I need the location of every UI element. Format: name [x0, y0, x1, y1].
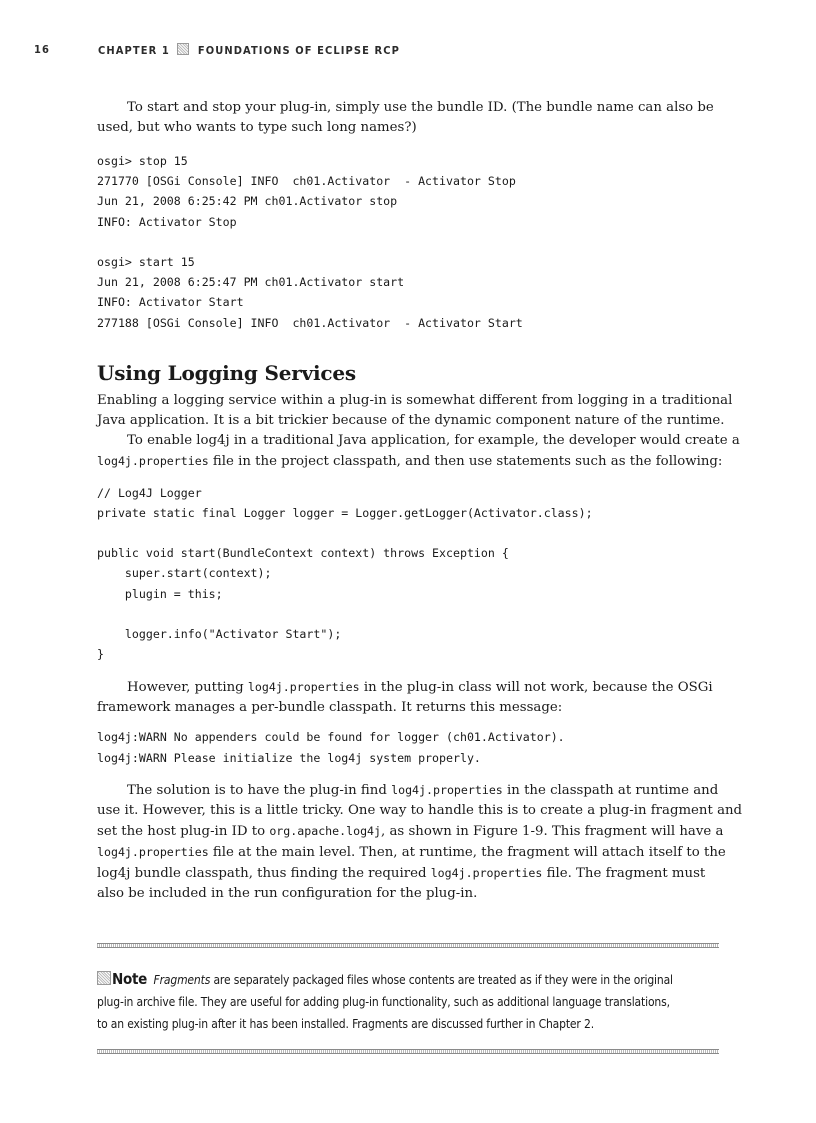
logging-paragraph-3 — [97, 677, 721, 718]
para4-text: also be included in the run configuration for the plug-in. — [97, 885, 478, 901]
chapter-name: FOUNDATIONS OF ECLIPSE RCP — [197, 44, 400, 57]
code-line: INFO: Activator Start — [97, 295, 244, 310]
note-square-icon — [97, 971, 111, 985]
para4-text: use it. However, this is a little tricky. One way to handle this is to create a plug-in fragment and — [97, 802, 743, 818]
intro-paragraph — [97, 98, 721, 138]
page-number: 16 — [34, 43, 50, 56]
warning-code-block — [97, 727, 721, 767]
code-line: plugin = this; — [97, 586, 223, 601]
para3-text: However, putting — [127, 680, 248, 696]
code-line: } — [97, 647, 104, 662]
code-line: Jun 21, 2008 6:25:47 PM ch01.Activator start — [97, 275, 405, 290]
code-line: // Log4J Logger — [97, 485, 202, 500]
para4-text: , as shown in Figure 1-9. This fragment will have a — [381, 823, 724, 839]
note-line-1: are separately packaged files whose contents are treated as if they were in the original — [210, 973, 673, 987]
note-top-rule — [97, 943, 719, 948]
intro-line-1: To start and stop your plug-in, simply use the bundle ID. (The bundle name can also be — [127, 100, 714, 115]
note-bottom-rule — [97, 1049, 719, 1054]
note-line-3: to an existing plug-in after it has been installed. Fragments are discussed further in Chapter 2. — [97, 1017, 594, 1031]
running-head — [34, 43, 816, 59]
separator-square-icon — [177, 43, 189, 55]
note-line-2: plug-in archive file. They are useful for adding plug-in functionality, such as additional language translations, — [97, 995, 670, 1009]
code-line: osgi> stop 15 — [97, 154, 188, 168]
para1-line-1: Enabling a logging service within a plug-in is somewhat different from logging in a traditional — [97, 392, 733, 408]
para4-text: file at the main level. Then, at runtime, the fragment will attach itself to the — [208, 844, 726, 860]
code-line: log4j:WARN Please initialize the log4j system properly. — [97, 750, 481, 765]
para4-text: file. The fragment must — [542, 865, 706, 881]
code-line — [97, 523, 721, 543]
note-text — [97, 968, 719, 1035]
note-box — [97, 943, 719, 1054]
code-line — [97, 604, 721, 624]
code-line: INFO: Activator Stop — [97, 214, 237, 229]
para4-text: log4j bundle classpath, thus finding the required — [97, 865, 431, 881]
note-term: Fragments — [153, 973, 211, 987]
para1-line-2: Java application. It is a bit trickier because of the dynamic component nature of the runtime. — [97, 412, 725, 428]
inline-code: log4j.properties — [97, 453, 209, 468]
logging-paragraph-4 — [97, 780, 743, 904]
inline-code: log4j.properties — [430, 865, 543, 880]
code-line: osgi> start 15 — [97, 254, 195, 269]
code-line: Jun 21, 2008 6:25:42 PM ch01.Activator stop — [97, 194, 398, 209]
section-heading: Using Logging Services — [97, 360, 356, 385]
java-code-block — [97, 483, 721, 665]
para4-text: The solution is to have the plug-in find — [127, 782, 392, 798]
code-line: log4j:WARN No appenders could be found for logger (ch01.Activator). — [97, 730, 565, 745]
code-line: logger.info("Activator Start"); — [97, 627, 342, 641]
chapter-number: CHAPTER 1 — [98, 44, 170, 57]
para2-line-1: To enable log4j in a traditional Java application, for example, the developer would create a — [127, 432, 740, 448]
chapter-title — [98, 43, 400, 57]
para4-text: in the classpath at runtime and — [502, 782, 719, 798]
inline-code: log4j.properties — [247, 680, 360, 695]
code-line — [97, 232, 721, 252]
logging-paragraph-2 — [97, 431, 740, 472]
code-line: 271770 [OSGi Console] INFO ch01.Activator - Activator Stop — [97, 174, 516, 189]
intro-line-2: used, but who wants to type such long names?) — [97, 120, 417, 135]
code-line: super.start(context); — [97, 566, 272, 581]
main-content — [97, 96, 743, 904]
para2-line-2: file in the project classpath, and then use statements such as the following: — [208, 453, 723, 469]
code-line: public void start(BundleContext context) throws Exception { — [97, 546, 509, 561]
console-code-block — [97, 151, 721, 333]
para3-text: in the plug-in class will not work, because the OSGi — [359, 680, 713, 696]
note-label: Note — [112, 970, 147, 988]
code-line: 277188 [OSGi Console] INFO ch01.Activator - Activator Start — [97, 315, 523, 330]
logging-paragraph-1 — [97, 391, 733, 431]
inline-code: org.apache.log4j — [269, 823, 382, 838]
inline-code: log4j.properties — [391, 782, 503, 797]
code-line: private static final Logger logger = Logger.getLogger(Activator.class); — [97, 505, 593, 520]
para3-line-2: framework manages a per-bundle classpath. It returns this message: — [97, 700, 563, 716]
inline-code: log4j.properties — [97, 844, 209, 859]
para4-text: set the host plug-in ID to — [97, 823, 270, 839]
